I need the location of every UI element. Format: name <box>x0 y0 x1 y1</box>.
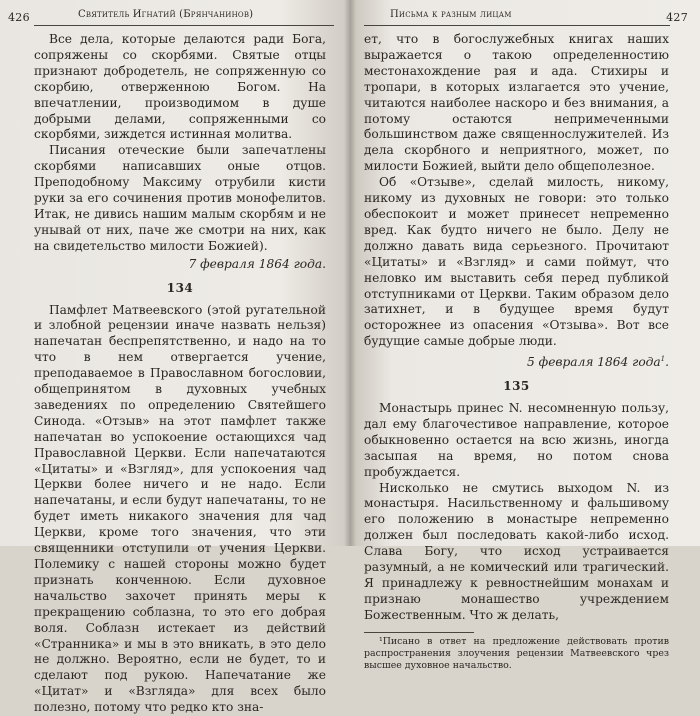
date-text: 5 февраля 1864 года <box>527 355 661 369</box>
left-page <box>0 0 350 546</box>
letter-date: 7 февраля 1864 года. <box>34 257 326 273</box>
letter-date <box>364 352 669 371</box>
running-head-left: Святитель Игнатий (Брянчанинов) <box>78 9 253 20</box>
left-page-text <box>34 32 326 716</box>
paragraph: Нисколько не смутись выходом N. из монастыря. Насильственному и фальшивому его положению в монастыре непременно должен был последовать какой-либо исход. Слава Богу, что исход устраивается разумный, а не комический или трагический. Я принадлежу к ревностнейшим монахам и признаю монашество учреждением Божественным. Что ж делать, <box>364 481 669 624</box>
book-gutter <box>344 0 356 546</box>
running-head-right: Письма к разным лицам <box>390 9 512 20</box>
paragraph: Памфлет Матвеевского (этой ругательной и злобной рецензии иначе назвать нельзя) напечатан беспрепятственно, и надо на то что в нем отвергается учение, преподаваемое в Православном богословии, общепринятом в духовных учебных заведениях по определению Святейшего Синода. «Отзыв» на этот памфлет также напечатан во успокоение остающихся чад Православной Церкви. Если напечатаются «Цитаты» и «Взгляд», для успокоения чад Церкви более ничего и не надо. Если напечатаны, и если будут напечатаны, то не будет иметь никакого значения для чад Церкви, кроме того значения, что эти священники отступили от учения Церкви. Полемику с нашей стороны можно будет признать конченною. Если духовное начальство захочет принять меры к прекращению соблазна, то это его добрая воля. Соблазн истекает из действий «Странника» и мы в это вникать, в это дело не должно. Вероятно, если не будет, то и сделают под рукою. Напечатание же «Цитат» и «Взгляда» для всех было полезно, потому что редко кто зна- <box>34 303 326 716</box>
header-rule-left <box>34 25 334 26</box>
section-number: 134 <box>34 281 326 297</box>
header-rule-right <box>364 25 670 26</box>
footnote: ¹Писано в ответ на предложение действовать против распространения злоучения рецензии Матвеевского чрез высшее духовное начальство. <box>364 636 669 672</box>
paragraph: Писания отеческие были запечатлены скорбями написавших оные отцов. Преподобному Максиму отрубили кисти руки за его сочинения против монофелитов. Итак, не дивись нашим малым скорбям и не унывай от них, паче же смотри на них, как на свидетельство милости Божией). <box>34 143 326 254</box>
right-page-text <box>364 32 669 672</box>
footnote-mark: 1 <box>661 355 665 363</box>
paragraph: Об «Отзыве», сделай милость, никому, никому из духовных не говори: это только обеспокоит и может принесет непременно вред. Как будто ничего не было. Делу не должно давать вида серьезного. Прочитают «Цитаты» и «Взгляд» и сами поймут, что неловко им выставить себя перед публикой отступниками от Церкви. Таким образом дело затихнет, и в будущее время будут осторожнее из опасения «Отзыва». Вот все будущие самые добрые люди. <box>364 175 669 350</box>
footnote-rule <box>364 632 474 633</box>
section-number: 135 <box>364 379 669 395</box>
date-suffix: . <box>665 355 669 369</box>
page-number-right: 427 <box>666 11 688 24</box>
right-page <box>350 0 700 546</box>
paragraph: ет, что в богослужебных книгах наших выражается о такою определенностию местонахождение рая и ада. Стихиры и тропари, в которых излагается это учение, читаются наиболее наскоро и без внимания, а потому остаются непримеченными большинством даже священнослужителей. Из дела скорбного и неприятного, может, по милости Божией, выйти дело общеполезное. <box>364 32 669 175</box>
paragraph: Все дела, которые делаются ради Бога, сопряжены со скорбями. Святые отцы признают добродетель, не сопряженную со скорбию, отверженною Богом. На впечатлении, производимом в душе добрыми делами, сопряженными со скорбями, зиждется истинная молитва. <box>34 32 326 143</box>
page-number-left: 426 <box>8 11 30 24</box>
paragraph: Монастырь принес N. несомненную пользу, дал ему благочестивое направление, которое обыкновенно остается на всю жизнь, иногда засыпая на время, но потом снова пробуждается. <box>364 401 669 481</box>
